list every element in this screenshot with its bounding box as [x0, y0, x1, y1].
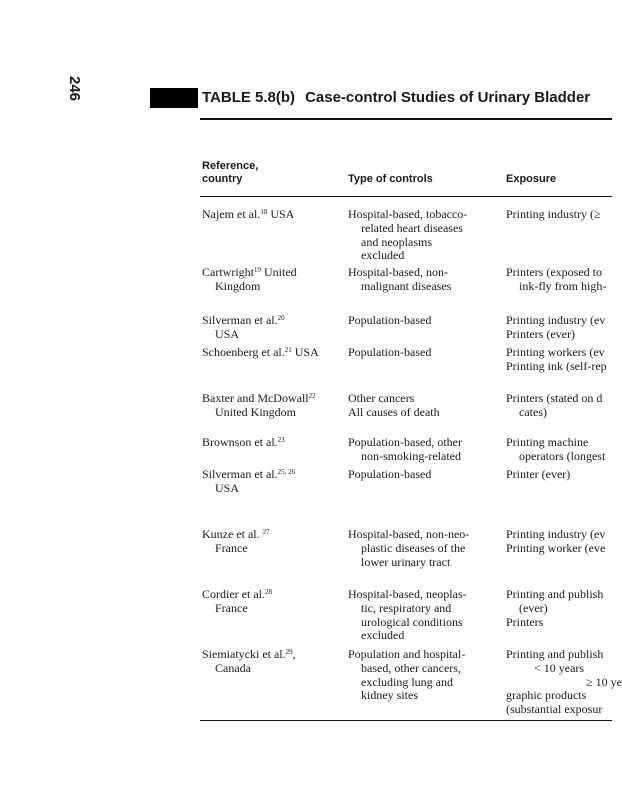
table-title: [202, 89, 590, 106]
reference-country: USA: [267, 207, 295, 221]
reference-author: Kunze et al.: [202, 527, 263, 541]
exposure-cell: [506, 314, 605, 342]
reference-author: Cartwright: [202, 265, 254, 279]
exposure-line: < 10 years: [534, 660, 585, 675]
reference-continuation: United Kingdom: [215, 404, 296, 419]
exposure-cell: [506, 346, 607, 374]
controls-line: based, other cancers,: [361, 660, 461, 675]
controls-line: All causes of death: [348, 404, 440, 419]
exposure-line: Printing worker (eve: [506, 540, 606, 555]
reference-author: Najem et al.: [202, 207, 261, 221]
exposure-cell: [506, 588, 603, 629]
reference-continuation: France: [215, 540, 248, 555]
reference-line: [202, 528, 270, 542]
exposure-cell: [506, 436, 605, 464]
reference-line: [202, 468, 295, 482]
reference-author: Cordier et al.: [202, 587, 265, 601]
reference-author: Brownson et al.: [202, 435, 278, 449]
citation-number: 28: [264, 588, 272, 596]
reference-line: [202, 266, 297, 280]
controls-cell: [348, 436, 462, 464]
reference-continuation: Kingdom: [215, 278, 261, 293]
top-rule: [200, 118, 612, 120]
controls-line: Hospital-based, tobacco-: [348, 207, 468, 221]
controls-line: and neoplasms: [361, 234, 432, 249]
citation-number: 22: [308, 392, 316, 400]
controls-line: Hospital-based, non-neo-: [348, 527, 470, 541]
exposure-line: Printing and publish: [506, 587, 604, 601]
reference-line: [202, 208, 294, 222]
controls-cell: [348, 314, 431, 328]
bottom-rule: [200, 720, 612, 721]
header-rule: [200, 196, 612, 197]
controls-cell: [348, 648, 465, 703]
controls-line: plastic diseases of the: [361, 540, 466, 555]
citation-number: 25, 26: [277, 468, 296, 476]
reference-cell: [202, 314, 285, 342]
reference-author: Schoenberg et al.: [202, 345, 285, 359]
citation-number: 19: [254, 266, 261, 274]
controls-cell: [348, 468, 431, 482]
reference-line: [202, 436, 285, 450]
controls-line: excluded: [361, 628, 405, 643]
reference-cell: [202, 266, 297, 294]
exposure-cell: [506, 468, 570, 482]
reference-line: [202, 392, 316, 406]
exposure-cell: [506, 528, 605, 556]
column-header-exposure: Exposure: [506, 173, 557, 185]
exposure-line: Printing industry (ev: [506, 527, 606, 541]
controls-line: Population-based: [348, 345, 432, 359]
title-marker: [150, 88, 198, 108]
exposure-line: (ever): [519, 600, 548, 615]
reference-line: [202, 648, 296, 662]
exposure-line: Printing machine: [506, 435, 589, 449]
exposure-line: operators (longest: [519, 448, 606, 463]
exposure-line: Printers (ever): [506, 326, 575, 341]
citation-number: 18: [260, 208, 268, 216]
controls-line: lower urinary tract: [361, 554, 451, 569]
reference-cell: [202, 436, 285, 450]
reference-line: [202, 588, 272, 602]
exposure-cell: [506, 266, 606, 294]
citation-number: 27: [262, 528, 270, 536]
exposure-line: Printers: [506, 614, 544, 629]
reference-cell: [202, 528, 270, 556]
exposure-line: Printer (ever): [506, 467, 571, 481]
controls-line: Population-based: [348, 467, 432, 481]
reference-author: Silverman et al.: [202, 467, 278, 481]
reference-cell: [202, 648, 296, 676]
controls-line: kidney sites: [361, 688, 418, 703]
reference-cell: [202, 392, 316, 420]
reference-continuation: USA: [215, 480, 240, 495]
exposure-cell: [506, 208, 601, 222]
controls-line: Population-based, other: [348, 435, 462, 449]
exposure-cell: [506, 392, 602, 420]
exposure-line: ink-fly from high-: [519, 278, 607, 293]
controls-line: non-smoking-related: [361, 448, 461, 463]
controls-line: Population and hospital-: [348, 647, 466, 661]
exposure-line: Printing and publish: [506, 647, 604, 661]
controls-line: excluding lung and: [361, 674, 453, 689]
controls-line: Population-based: [348, 313, 432, 327]
controls-line: Hospital-based, neoplas-: [348, 587, 467, 601]
reference-cell: [202, 468, 295, 496]
reference-continuation: France: [215, 600, 248, 615]
table-title-text: Case-control Studies of Urinary Bladder: [305, 89, 591, 106]
reference-author: Baxter and McDowall: [202, 391, 309, 405]
exposure-line: Printing industry (ev: [506, 313, 606, 327]
controls-cell: [348, 266, 451, 294]
reference-cell: [202, 208, 294, 222]
reference-author: Siemiatycki et al.: [202, 647, 286, 661]
controls-cell: [348, 528, 469, 569]
controls-cell: [348, 208, 467, 263]
controls-cell: [348, 588, 467, 643]
exposure-line: (substantial exposur: [506, 702, 603, 717]
exposure-line: Printing industry (≥: [506, 207, 601, 221]
exposure-line: graphic products: [506, 688, 587, 703]
controls-cell: [348, 392, 440, 420]
reference-cell: [202, 346, 319, 360]
column-header-controls: Type of controls: [348, 173, 433, 185]
exposure-line: Printing workers (ev: [506, 345, 605, 359]
exposure-line: Printers (exposed to: [506, 265, 602, 279]
citation-number: 29: [285, 648, 293, 656]
controls-line: Hospital-based, non-: [348, 265, 448, 279]
exposure-line: ≥ 10 ye: [586, 674, 622, 689]
reference-line: [202, 346, 319, 360]
column-header-reference: Reference, country: [202, 160, 259, 185]
page-number: 246: [66, 75, 84, 102]
table-label: TABLE 5.8(b): [202, 89, 296, 106]
reference-cell: [202, 588, 272, 616]
controls-line: excluded: [361, 248, 405, 263]
controls-line: malignant diseases: [361, 278, 452, 293]
reference-country: ,: [292, 647, 296, 661]
exposure-line: Printers (stated on d: [506, 391, 603, 405]
citation-number: 21: [284, 346, 292, 354]
reference-continuation: USA: [215, 326, 240, 341]
exposure-line: Printing ink (self-rep: [506, 358, 607, 373]
reference-line: [202, 314, 285, 328]
reference-continuation: Canada: [215, 660, 251, 675]
citation-number: 20: [277, 314, 285, 322]
citation-number: 23: [277, 436, 285, 444]
controls-line: Other cancers: [348, 391, 415, 405]
exposure-line: cates): [519, 404, 547, 419]
controls-line: related heart diseases: [361, 220, 463, 235]
reference-country: United: [261, 265, 297, 279]
controls-line: urological conditions: [361, 614, 463, 629]
reference-author: Silverman et al.: [202, 313, 278, 327]
controls-line: tic, respiratory and: [361, 600, 452, 615]
reference-country: USA: [291, 345, 319, 359]
controls-cell: [348, 346, 431, 360]
exposure-cell: [506, 648, 622, 717]
